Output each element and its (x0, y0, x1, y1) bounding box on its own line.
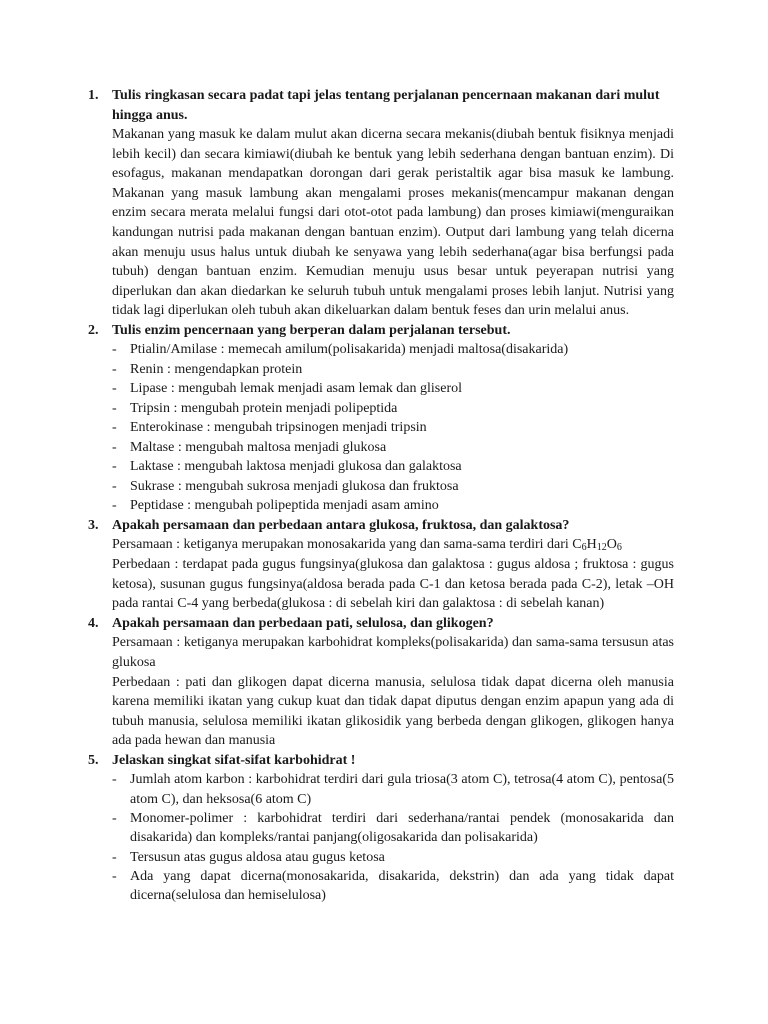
formula-carbon: C (572, 537, 582, 553)
formula-carbon-count: 6 (581, 542, 587, 554)
enzyme-list (112, 340, 674, 516)
list-item: - Renin : mengendapkan protein (112, 360, 674, 380)
list-item: - Ada yang dapat dicerna(monosakarida, disakarida, dekstrin) dan ada yang tidak dapat dicerna(selulosa dan hemiselulosa) (112, 867, 674, 906)
similarity-paragraph (112, 535, 674, 555)
question-4 (88, 614, 674, 751)
question-5 (88, 751, 674, 906)
list-item: - Enterokinase : mengubah tripsinogen menjadi tripsin (112, 418, 674, 438)
question-number: 1. (88, 88, 99, 103)
list-item: - Tripsin : mengubah protein menjadi polipeptida (112, 399, 674, 419)
question-number: 3. (88, 517, 99, 533)
question-title: Apakah persamaan dan perbedaan pati, selulosa, dan glikogen? (112, 615, 494, 631)
document-page (88, 86, 674, 905)
formula-oxygen: O (606, 537, 617, 553)
property-list (112, 770, 674, 905)
similarity-text: Persamaan : ketiganya merupakan monosakarida yang dan sama-sama terdiri dari (112, 537, 573, 553)
formula-hydrogen: H (586, 537, 597, 553)
question-number: 5. (88, 752, 99, 768)
formula-oxygen-count: 6 (616, 542, 622, 554)
difference-paragraph: Perbedaan : terdapat pada gugus fungsinya(glukosa dan galaktosa : gugus aldosa ; fruktosa : gugus ketosa), susunan gugus fungsinya(aldosa berada pada C-1 dan ketosa berada pada C-2), letak –OH pada rantai C-4 yang berbeda(glukosa : di sebelah kiri dan galaktosa : di sebelah kanan) (112, 557, 674, 612)
question-number: 2. (88, 322, 99, 338)
question-number: 4. (88, 615, 99, 631)
list-item: - Lipase : mengubah lemak menjadi asam lemak dan gliserol (112, 379, 674, 399)
question-3 (88, 516, 674, 614)
list-item: - Sukrase : mengubah sukrosa menjadi glukosa dan fruktosa (112, 477, 674, 497)
list-item: - Laktase : mengubah laktosa menjadi glukosa dan galaktosa (112, 457, 674, 477)
list-item: - Tersusun atas gugus aldosa atau gugus ketosa (112, 848, 674, 867)
list-item: - Ptialin/Amilase : memecah amilum(polisakarida) menjadi maltosa(disakarida) (112, 340, 674, 360)
question-title: Tulis ringkasan secara padat tapi jelas tentang perjalanan pencernaan makanan dari mulut hingga anus. (112, 88, 660, 123)
question-2 (88, 321, 674, 516)
list-item: - Maltase : mengubah maltosa menjadi glukosa (112, 438, 674, 458)
formula-hydrogen-count: 12 (596, 542, 607, 554)
question-1 (88, 86, 674, 321)
question-title: Tulis enzim pencernaan yang berperan dalam perjalanan tersebut. (112, 322, 511, 338)
list-item: - Peptidase : mengubah polipeptida menjadi asam amino (112, 496, 674, 516)
difference-paragraph: Perbedaan : pati dan glikogen dapat dicerna manusia, selulosa tidak dapat dicerna oleh manusia karena memiliki ikatan yang cukup kuat dan tidak dapat diputus dengan enzim apapun yang ada di tubuh manusia, selulosa memiliki ikatan glikosidik yang berbeda dengan glikogen, glikogen hanya ada pada hewan dan manusia (112, 674, 674, 749)
question-title: Apakah persamaan dan perbedaan antara glukosa, fruktosa, dan galaktosa? (112, 517, 570, 533)
chemical-formula (572, 537, 622, 552)
similarity-paragraph: Persamaan : ketiganya merupakan karbohidrat kompleks(polisakarida) dan sama-sama tersusun atas glukosa (112, 635, 674, 670)
list-item: - Monomer-polimer : karbohidrat terdiri dari sederhana/rantai pendek (monosakarida dan disakarida) dan kompleks/rantai panjang(oligosakarida dan polisakarida) (112, 809, 674, 848)
question-title: Jelaskan singkat sifat-sifat karbohidrat ! (112, 752, 356, 768)
list-item: - Jumlah atom karbon : karbohidrat terdiri dari gula triosa(3 atom C), tetrosa(4 atom C), pentosa(5 atom C), dan heksosa(6 atom C) (112, 770, 674, 809)
answer-paragraph: Makanan yang masuk ke dalam mulut akan dicerna secara mekanis(diubah bentuk fisiknya menjadi lebih kecil) dan secara kimiawi(diubah ke bentuk yang lebih sederhana dengan bantuan enzim). Di esofagus, makanan mendapatkan dorongan dari gerak peristaltik agar bisa masuk ke lambung. Makanan yang masuk lambung akan mengalami proses mekanis(mencampur makanan dengan enzim secara merata melalui fungsi dari otot-otot pada lambung) dan proses kimiawi(menguraikan kandungan nutrisi pada makanan dengan bantuan enzim). Output dari lambung yang telah dicerna akan menuju usus halus untuk diubah ke senyawa yang lebih sederhana(agar bisa berfungsi pada tubuh) dengan bantuan enzim. Kemudian menuju usus besar untuk peyerapan nutrisi yang diperlukan dan akan diedarkan ke seluruh tubuh untuk mengalami proses lebih lanjut. Nutrisi yang tidak lagi diperlukan oleh tubuh akan dikeluarkan dalam bentuk feses dan urin melalui anus. (112, 127, 674, 319)
